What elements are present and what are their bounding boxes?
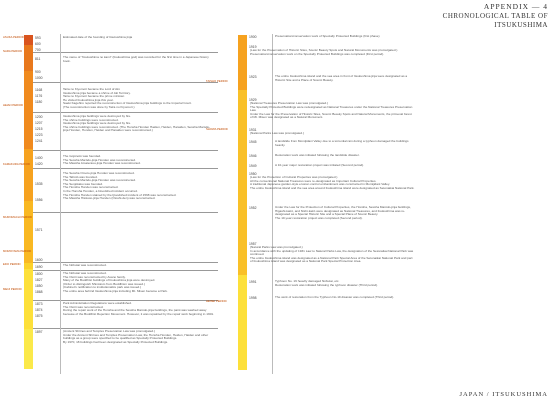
year-label: 1176 — [35, 94, 43, 98]
period-bar-edo — [24, 269, 33, 329]
timeline-entry: (Law for the Protection of Cultural Properties was promulgated.) All the conventional National Treasures were re-designated as Important Cultural Properties. A traditional Japanese garden-style erosion control embankment was constructed in Momijidani Valley. The entire Itsukushima island and the sea area around Itsukushima island were designated as Setonaikai National Park. — [250, 176, 415, 190]
year-label: 1957 — [249, 242, 257, 246]
column-divider — [272, 34, 273, 374]
timeline-entry: Under the Law for the Protection of Cultural Properties, the Honsha, Sessha Marōdo-jinja buildings, Higashi-kairō, and Nishi-kairō were designated as National Treasures, and Itsukushima was re-designated as a Special Historic Site and a Special Place of Scenic Beauty. The 10-year restoration project was completed (Second period). — [275, 206, 411, 220]
year-label: 1945 — [249, 140, 257, 144]
year-label: 1919 — [249, 45, 257, 49]
year-label: 1950 — [249, 172, 257, 176]
timeline-entry: (National Parks Law was promulgated.) — [250, 132, 304, 135]
period-bar-heisei — [238, 275, 247, 370]
year-label: 600 — [35, 42, 41, 46]
timeline-entry: Estimated date of the founding of Itsukushima jinja — [63, 36, 133, 39]
year-label: 900 — [35, 70, 41, 74]
year-label: 1200 — [35, 115, 43, 119]
timeline-entry: The Nōbutai was reconstructed. The Otorii was reconstructed by Asano family. Many of the Buddhist buildings of Itsukushima jinja were destroyed. (Order to distinguish Shintoism from Buddhism was issued.) (Cabinet's notification to institutionalize park was issued.) The entire area behind Itsukushima jinja including Mt. Misen became a Park. — [63, 272, 168, 293]
year-label: 1946 — [249, 154, 257, 158]
year-label: 1180 — [35, 100, 43, 104]
period-label: TAISHO PERIOD — [206, 79, 228, 83]
period-bar-taisho — [238, 35, 247, 90]
year-label: 1556 — [35, 198, 43, 202]
timeline-entry: The Sessha Ōmoto-jinja Honden was reconstructed. The Tahōtō was founded. The Sessha Marōdo-jinja Honden was reconstructed. The Senjōkaku was founded. The Honsha Honden was reconstructed. In the Honsha Honden, a bloodshed incident occurred. The Honsha Honden stained by the bloodshed incident of 1568 was reconstructed. The Massha Hitokoto-jinja Honden (Ōtoshi-den) was reconstructed. — [63, 172, 177, 201]
timeline-entry: A 10-year major restoration project was initiated (Second period). — [275, 164, 365, 167]
timeline-entry: Taira no Kiyomori became the Lord of Aki. Itsukushima jinja became a shrine of Aki Territory. Taira no Kiyomori became the prime minister. He visited Itsukushima jinja this year. Saeki Kagehiro reported the reconstruction of Itsukushima jinja buildings to the Imperial Court. (The reconstruction was done by Taira no Kiyomori.) — [63, 88, 192, 109]
period-label: MUROMACHI PERIOD — [3, 215, 33, 219]
period-bar-kamakura — [24, 149, 33, 201]
period-bar-meiji — [24, 329, 33, 369]
page-footer: JAPAN / ITSUKUSHIMA — [459, 391, 548, 398]
year-label: 1868 — [35, 290, 43, 294]
period-label: KAMAKURA PERIOD — [3, 162, 31, 166]
year-label: 1690 — [35, 265, 43, 269]
timeline-entry: A landslide from Momijidani Valley due to a torrential rain during a typhoon damaged the buildings heavily. — [275, 140, 409, 147]
timeline-entry: (Ancient Shrines and Temples Preservation Law was promulgated.) Under the Ancient Shrines and Temples Preservation Law, the Honsha Honden, Heiden, Haiden and other buildings as a group were specified to be qualified as Specially Protected Buildings. By 1970, 18 buildings had been designated as Specially Protected Buildings. — [63, 330, 209, 344]
year-label: 1420 — [35, 162, 43, 166]
year-label: 1168 — [35, 88, 43, 92]
period-label: HEISEI PERIOD — [206, 299, 227, 303]
year-label: 1000 — [35, 76, 43, 80]
period-label: HEIAN PERIOD — [3, 103, 24, 107]
period-bar-heian — [24, 71, 33, 149]
column-divider — [60, 34, 61, 374]
timeline-entry: Typhoon No. 19 heavily damaged Nōbutai, etc. Restoration work was initiated following the typhoon disaster (Third period). — [275, 280, 379, 287]
year-label: 1875 — [35, 314, 43, 318]
year-label: 1923 — [249, 75, 257, 79]
timeline-entry: The Gojūnotō was founded. The Sessha Marōdo-jinja Honden was reconstructed. The Massha Amaterasu-jinja Honden was reconstructed. — [63, 155, 141, 166]
year-label: 1207 — [35, 121, 43, 125]
timeline-entry: (Natural Parks Law was promulgated.) In accordance with the updating of 1931 Law to Natural Parks Law, the designation of the Setonaikai National Park was continued. The entire Itsukushima island was designated as a National Park Special Area of the Setonaikai National Park and part of Itsukushima island was designated as a National Park Special Protection Area. — [250, 246, 414, 264]
period-label: SHOWA PERIOD — [206, 127, 228, 131]
timeline-entry: Preservation/conservation work of Specially Protected Buildings (first phase) — [275, 35, 380, 38]
year-label: 1949 — [249, 164, 257, 168]
year-label: 1900 — [249, 35, 257, 39]
timeline-entry: The Nōbutai was reconstructed. — [63, 264, 107, 267]
timeline-entry: Park Administration Regulations were established. The Otorii was reconstructed. During the repair work of the Honsha and the Sessha Marōdo-jinja buildings, the paint was washed away because of the Buddhist Rejection Movement. However, it was repainted by the repair work beginning in 1901. — [63, 302, 214, 316]
appendix-label: APPENDIX — 4 — [483, 2, 548, 11]
year-label: 1827 — [35, 278, 43, 282]
period-label: EDO PERIOD — [3, 262, 21, 266]
year-label: 1600 — [35, 258, 43, 262]
year-label: 1931 — [249, 128, 257, 132]
period-bar-nara — [24, 45, 33, 71]
year-label: 1400 — [35, 156, 43, 160]
year-label: 1241 — [35, 139, 43, 143]
year-label: 1991 — [249, 280, 257, 284]
timeline-entry: The name of "Itsukushima no kami" (Itsukushima god) was recorded for the first time in a Japanese history book. — [63, 56, 209, 63]
year-label: 1571 — [35, 228, 43, 232]
year-label: 1952 — [249, 206, 257, 210]
page-title: CHRONOLOGICAL TABLE OF ITSUKUSHIMA — [442, 12, 548, 29]
period-bar-muromachi — [24, 201, 33, 263]
year-label: 1897 — [35, 330, 43, 334]
timeline-entry: Itsukushima jinja buildings were destroyed by fire. The shrine buildings were reconstructed. Itsukushima jinja buildings were destroyed by fire. The shrine buildings were reconstructed. (The Honsha Honden Haiden, Heiden, Haraiden, Sessha Marōdo-jinja Honden, Honden, Heiden and Haraiden were reconstructed.) — [63, 115, 211, 133]
year-label: 1800 — [35, 272, 43, 276]
year-label: 1998 — [249, 296, 257, 300]
year-label: 593 — [35, 36, 41, 40]
timeline-entry: (Law for the Preservation of Historic Sites, Scenic Beauty Spots and Natural Monuments was promulgated.) Preservation/conservation work on the Specially Protected Buildings was completed (First period). — [250, 49, 398, 56]
year-label: 1223 — [35, 133, 43, 137]
year-label: 1929 — [249, 98, 257, 102]
year-label: 1850 — [35, 284, 43, 288]
period-bar-showa — [238, 90, 247, 275]
period-label: MOMOYAMA PERIOD — [3, 249, 32, 253]
year-label: 1874 — [35, 308, 43, 312]
year-label: 811 — [35, 57, 41, 61]
year-label: 1535 — [35, 182, 43, 186]
timeline-entry: (National Treasures Preservation Law was promulgated.) The Specially Protected Buildings were redesignated as National Treasures under the National Treasures Preservation Law. Under the Law for the Preservation of Historic Sites, Scenic Beauty Spots and Natural Monuments, the primeval forest of Mt. Misen was designated as a Natural Monument. — [250, 102, 413, 120]
timeline-entry: Restoration work was initiated following the landslide disaster. — [275, 154, 360, 157]
timeline-entry: The entire Itsukushima island and the sea area in front of Itsukushima jinja were designated as a Historic Site and a Place of Scenic Beauty. — [275, 75, 408, 82]
year-label: 700 — [35, 48, 41, 52]
year-label: 1215 — [35, 127, 43, 131]
period-label: ASUKA PERIOD — [3, 35, 24, 39]
timeline-entry: The work of restoration from the Typhoon No.19 disaster was completed (Third period). — [275, 296, 395, 299]
year-label: 1873 — [35, 302, 43, 306]
period-label: MEIJI PERIOD — [3, 287, 22, 291]
period-label: NARA PERIOD — [3, 49, 23, 53]
